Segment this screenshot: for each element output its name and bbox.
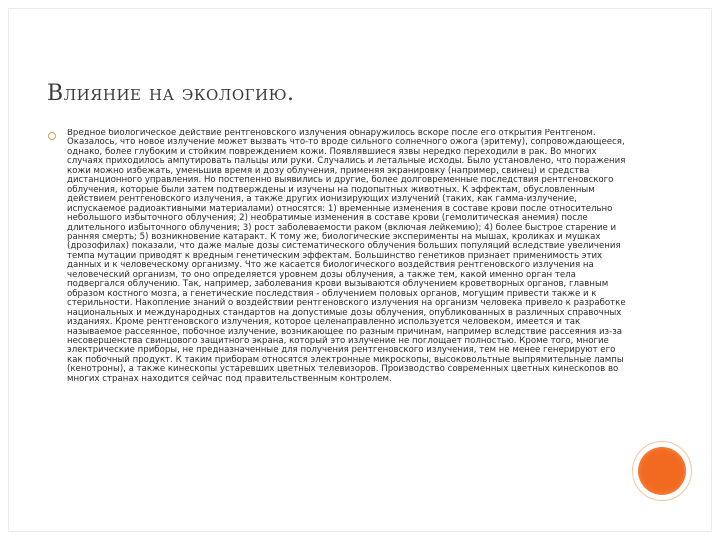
slide-title: Влияние на экологию. [47,81,295,106]
accent-circle [638,447,686,495]
bullet-circle-icon [48,132,56,140]
slide-body-text: Вредное биологическое действие рентгеновского излучения обнаружилось вскоре после его открытия Рентгеном. Оказалось, что новое излучение может вызвать что-то вроде сильного солнечного ожога (эритему), сопровождающееся, однако, более глубоким и стойким повреждением кожи. Появлявшиеся язвы нередко переходили в рак. Во многих случаях приходилось ампутировать пальцы или руки. Случались и летальные исходы. Было установлено, что поражения кожи можно избежать, уменьшив время и дозу облучения, применяя экранировку (например, свинец) и средства дистанционного управления. Но постепенно выявились и другие, более долговременные последствия рентгеновского облучения, которые были затем подтверждены и изучены на подопытных животных. К эффектам, обусловленным действием рентгеновского излучения, а также других ионизирующих излучений (таких, как гамма-излучение, испускаемое радиоактивными материалами) относятся: 1) временные изменения в составе крови после относительно небольшого избыточного облучения; 2) необратимые изменения в составе крови (гемолитическая анемия) после длительного избыточного облучения; 3) рост заболеваемости раком (включая лейкемию); 4) более быстрое старение и ранняя смерть; 5) возникновение катаракт. К тому же, биологические эксперименты на мышах, кроликах и мушках (дрозофилах) показали, что даже малые дозы систематического облучения больших популяций вследствие увеличения темпа мутации приводят к вредным генетическим эффектам. Большинство генетиков признает применимость этих данных и к человеческому организму. Что же касается биологического воздействия рентгеновского излучения на человеческий организм, то оно определяется уровнем дозы облучения, а также тем, какой именно орган тела подвергался облучению. Так, например, заболевания крови вызываются облучением кроветворных органов, главным образом костного мозга, а генетические последствия - облучением половых органов, могущим привести также и к стерильности. Накопление знаний о воздействии рентгеновского излучения на организм человека привело к разработке национальных и международных стандартов на допустимые дозы облучения, опубликованных в различных справочных изданиях. Кроме рентгеновского излучения, которое целенаправленно используется человеком, имеется и так называемое рассеянное, побочное излучение, возникающее по разным причинам, например вследствие рассеяния из-за несовершенства свинцового защитного экрана, который это излучение не поглощает полностью. Кроме того, многие электрические приборы, не предназначенные для получения рентгеновского излучения, тем не менее генерируют его как побочный продукт. К таким приборам относятся электронные микроскопы, высоковольтные выпрямительные лампы (кенотроны), а также кинескопы устаревших цветных телевизоров. Производство современных цветных кинескопов во многих странах находится сейчас под правительственным контролем. [67,129,626,384]
